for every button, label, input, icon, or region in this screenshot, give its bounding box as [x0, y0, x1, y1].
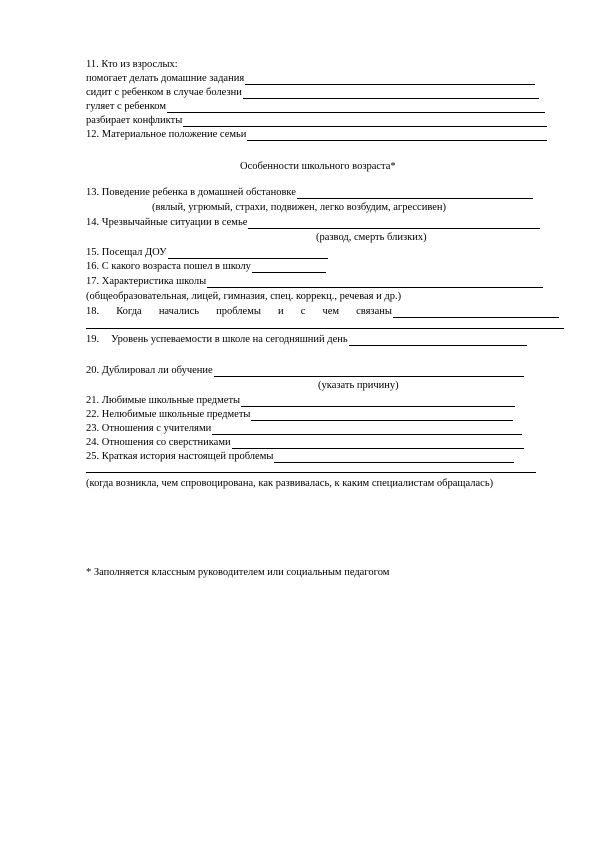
- q11-sickness-line: сидит с ребенком в случае болезни: [86, 86, 539, 99]
- answer-blank[interactable]: [349, 335, 527, 346]
- q16-line: 16. С какого возраста пошел в школу: [86, 260, 326, 273]
- q14-hint: (развод, смерть близких): [316, 232, 427, 243]
- q12-line: 12. Материальное положение семьи: [86, 128, 547, 141]
- q20-hint: (указать причину): [318, 380, 399, 391]
- q20-line: 20. Дублировал ли обучение: [86, 364, 524, 377]
- answer-blank[interactable]: [86, 472, 536, 473]
- answer-blank[interactable]: [248, 218, 540, 229]
- answer-blank[interactable]: [245, 74, 535, 85]
- answer-blank[interactable]: [243, 88, 539, 99]
- q11-homework-line: помогает делать домашние задания: [86, 72, 535, 85]
- q11-conflicts-line: разбирает конфликты: [86, 114, 547, 127]
- answer-blank[interactable]: [252, 262, 326, 273]
- q22-line: 22. Нелюбимые школьные предметы: [86, 408, 513, 421]
- answer-blank[interactable]: [241, 396, 515, 407]
- q17-hint: (общеобразовательная, лицей, гимназия, спец. коррекц., речевая и др.): [86, 291, 402, 302]
- q17-line: 17. Характеристика школы: [86, 275, 543, 288]
- q13-line: 13. Поведение ребенка в домашней обстановке: [86, 186, 533, 199]
- answer-blank[interactable]: [274, 452, 514, 463]
- answer-blank[interactable]: [167, 102, 545, 113]
- answer-blank[interactable]: [297, 188, 533, 199]
- q18-line: 18. Когда начались проблемы и с чем связаны: [86, 305, 562, 318]
- answer-blank[interactable]: [212, 424, 522, 435]
- answer-blank[interactable]: [183, 116, 547, 127]
- q25-line: 25. Краткая история настоящей проблемы: [86, 450, 514, 463]
- q24-line: 24. Отношения со сверстниками: [86, 436, 524, 449]
- q11-walks-line: гуляет с ребенком: [86, 100, 545, 113]
- q25-hint: (когда возникла, чем спровоцирована, как развивалась, к каким специалистам обращалась): [86, 478, 494, 489]
- section-title: Особенности школьного возраста*: [240, 161, 396, 172]
- q15-line: 15. Посещал ДОУ: [86, 246, 328, 259]
- q11-title: 11. Кто из взрослых:: [86, 59, 178, 70]
- q14-line: 14. Чрезвычайные ситуации в семье: [86, 216, 540, 229]
- answer-blank[interactable]: [168, 248, 328, 259]
- answer-blank[interactable]: [251, 410, 513, 421]
- q13-hint: (вялый, угрюмый, страхи, подвижен, легко возбудим, агрессивен): [152, 202, 446, 213]
- answer-blank[interactable]: [207, 277, 543, 288]
- q21-line: 21. Любимые школьные предметы: [86, 394, 515, 407]
- answer-blank[interactable]: [247, 130, 547, 141]
- answer-blank[interactable]: [86, 328, 564, 329]
- answer-blank[interactable]: [214, 366, 524, 377]
- answer-blank[interactable]: [232, 438, 524, 449]
- answer-blank[interactable]: [393, 307, 559, 318]
- footnote: * Заполняется классным руководителем или социальным педагогом: [86, 567, 390, 578]
- q23-line: 23. Отношения с учителями: [86, 422, 522, 435]
- q19-line: 19. Уровень успеваемости в школе на сегодняшний день: [86, 333, 527, 346]
